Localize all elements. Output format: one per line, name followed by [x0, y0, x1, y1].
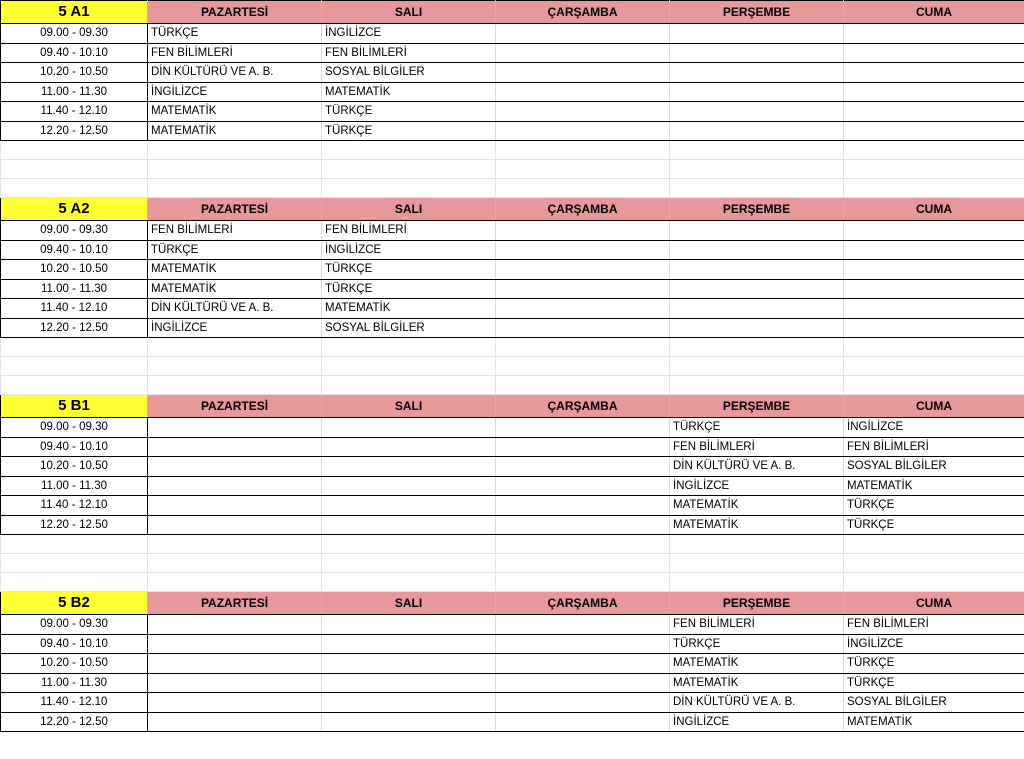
empty-cell[interactable] [322, 357, 496, 376]
time-slot-cell[interactable]: 11.00 - 11.30 [1, 476, 148, 496]
lesson-cell-persembe[interactable]: FEN BİLİMLERİ [670, 437, 844, 457]
lesson-cell-carsamba[interactable] [496, 673, 670, 693]
lesson-cell-pazartesi[interactable]: MATEMATİK [148, 279, 322, 299]
lesson-cell-sali[interactable]: TÜRKÇE [322, 260, 496, 280]
lesson-cell-carsamba[interactable] [496, 63, 670, 83]
empty-row [1, 554, 1024, 573]
table-row [1, 437, 1024, 457]
lesson-cell-pazartesi[interactable]: MATEMATİK [148, 102, 322, 122]
empty-cell[interactable] [1, 535, 148, 554]
empty-cell[interactable] [496, 141, 670, 160]
empty-cell[interactable] [1, 338, 148, 357]
class-header-row [1, 1, 1024, 24]
lesson-cell-persembe[interactable] [670, 221, 844, 241]
lesson-cell-sali[interactable]: MATEMATİK [322, 82, 496, 102]
lesson-cell-cuma[interactable]: MATEMATİK [844, 712, 1024, 732]
time-slot-cell[interactable]: 11.00 - 11.30 [1, 279, 148, 299]
lesson-cell-persembe[interactable] [670, 102, 844, 122]
lesson-cell-pazartesi[interactable] [148, 654, 322, 674]
empty-cell[interactable] [496, 535, 670, 554]
time-slot-cell[interactable]: 11.40 - 12.10 [1, 496, 148, 516]
lesson-cell-cuma[interactable] [844, 24, 1024, 44]
empty-cell[interactable] [844, 179, 1024, 198]
table-row [1, 496, 1024, 516]
lesson-cell-pazartesi[interactable] [148, 496, 322, 516]
day-header-cuma[interactable]: CUMA [844, 592, 1024, 615]
empty-cell[interactable] [844, 357, 1024, 376]
table-row [1, 712, 1024, 732]
empty-cell[interactable] [1, 573, 148, 592]
empty-cell[interactable] [670, 141, 844, 160]
day-header-carsamba[interactable]: ÇARŞAMBA [496, 1, 670, 24]
empty-cell[interactable] [496, 179, 670, 198]
lesson-cell-persembe[interactable] [670, 121, 844, 141]
lesson-cell-persembe[interactable] [670, 43, 844, 63]
empty-cell[interactable] [1, 179, 148, 198]
lesson-cell-pazartesi[interactable] [148, 693, 322, 713]
lesson-cell-pazartesi[interactable] [148, 673, 322, 693]
class-name-cell[interactable]: 5 B2 [1, 592, 148, 615]
lesson-cell-sali[interactable] [322, 634, 496, 654]
lesson-cell-sali[interactable]: TÜRKÇE [322, 102, 496, 122]
table-row [1, 476, 1024, 496]
empty-cell[interactable] [322, 141, 496, 160]
lesson-cell-sali[interactable] [322, 515, 496, 535]
lesson-cell-sali[interactable]: TÜRKÇE [322, 279, 496, 299]
empty-cell[interactable] [322, 573, 496, 592]
lesson-cell-carsamba[interactable] [496, 437, 670, 457]
time-slot-cell[interactable]: 12.20 - 12.50 [1, 318, 148, 338]
time-slot-cell[interactable]: 12.20 - 12.50 [1, 121, 148, 141]
lesson-cell-persembe[interactable] [670, 299, 844, 319]
lesson-cell-persembe[interactable] [670, 82, 844, 102]
day-header-cuma[interactable]: CUMA [844, 1, 1024, 24]
lesson-cell-sali[interactable]: İNGİLİZCE [322, 24, 496, 44]
lesson-cell-carsamba[interactable] [496, 615, 670, 635]
time-slot-cell[interactable]: 11.40 - 12.10 [1, 102, 148, 122]
lesson-cell-pazartesi[interactable]: İNGİLİZCE [148, 82, 322, 102]
day-header-persembe[interactable]: PERŞEMBE [670, 395, 844, 418]
time-slot-cell[interactable]: 09.40 - 10.10 [1, 240, 148, 260]
empty-cell[interactable] [670, 357, 844, 376]
time-slot-cell[interactable]: 09.00 - 09.30 [1, 221, 148, 241]
lesson-cell-sali[interactable] [322, 437, 496, 457]
empty-cell[interactable] [148, 338, 322, 357]
lesson-cell-persembe[interactable]: MATEMATİK [670, 515, 844, 535]
lesson-cell-pazartesi[interactable]: İNGİLİZCE [148, 318, 322, 338]
lesson-cell-carsamba[interactable] [496, 279, 670, 299]
empty-cell[interactable] [1, 376, 148, 395]
lesson-cell-persembe[interactable]: İNGİLİZCE [670, 712, 844, 732]
day-header-persembe[interactable]: PERŞEMBE [670, 1, 844, 24]
empty-row [1, 160, 1024, 179]
empty-cell[interactable] [322, 535, 496, 554]
lesson-cell-sali[interactable] [322, 476, 496, 496]
empty-cell[interactable] [322, 554, 496, 573]
lesson-cell-cuma[interactable]: TÜRKÇE [844, 654, 1024, 674]
lesson-cell-carsamba[interactable] [496, 102, 670, 122]
lesson-cell-cuma[interactable] [844, 63, 1024, 83]
time-slot-cell[interactable]: 10.20 - 10.50 [1, 654, 148, 674]
lesson-cell-cuma[interactable] [844, 43, 1024, 63]
lesson-cell-sali[interactable] [322, 615, 496, 635]
lesson-cell-carsamba[interactable] [496, 496, 670, 516]
table-row [1, 63, 1024, 83]
empty-cell[interactable] [148, 357, 322, 376]
lesson-cell-cuma[interactable]: FEN BİLİMLERİ [844, 437, 1024, 457]
empty-cell[interactable] [322, 376, 496, 395]
lesson-cell-pazartesi[interactable] [148, 615, 322, 635]
day-header-sali[interactable]: SALI [322, 395, 496, 418]
lesson-cell-persembe[interactable] [670, 318, 844, 338]
lesson-cell-cuma[interactable] [844, 102, 1024, 122]
lesson-cell-sali[interactable]: İNGİLİZCE [322, 240, 496, 260]
lesson-cell-carsamba[interactable] [496, 43, 670, 63]
empty-cell[interactable] [322, 179, 496, 198]
empty-cell[interactable] [322, 160, 496, 179]
day-header-pazartesi[interactable]: PAZARTESİ [148, 1, 322, 24]
table-row [1, 82, 1024, 102]
lesson-cell-persembe[interactable] [670, 240, 844, 260]
table-row [1, 673, 1024, 693]
lesson-cell-sali[interactable]: SOSYAL BİLGİLER [322, 63, 496, 83]
lesson-cell-carsamba[interactable] [496, 121, 670, 141]
empty-cell[interactable] [496, 357, 670, 376]
time-slot-cell[interactable]: 11.00 - 11.30 [1, 673, 148, 693]
empty-cell[interactable] [496, 376, 670, 395]
lesson-cell-cuma[interactable] [844, 240, 1024, 260]
lesson-cell-sali[interactable]: SOSYAL BİLGİLER [322, 318, 496, 338]
class-name-cell[interactable]: 5 B1 [1, 395, 148, 418]
lesson-cell-cuma[interactable]: TÜRKÇE [844, 496, 1024, 516]
empty-cell[interactable] [148, 554, 322, 573]
lesson-cell-cuma[interactable] [844, 318, 1024, 338]
time-slot-cell[interactable]: 10.20 - 10.50 [1, 457, 148, 477]
lesson-cell-pazartesi[interactable] [148, 476, 322, 496]
day-header-sali[interactable]: SALI [322, 1, 496, 24]
time-slot-cell[interactable]: 11.40 - 12.10 [1, 693, 148, 713]
lesson-cell-cuma[interactable]: SOSYAL BİLGİLER [844, 457, 1024, 477]
lesson-cell-carsamba[interactable] [496, 418, 670, 438]
day-header-carsamba[interactable]: ÇARŞAMBA [496, 395, 670, 418]
empty-cell[interactable] [670, 376, 844, 395]
empty-row [1, 141, 1024, 160]
lesson-cell-sali[interactable] [322, 712, 496, 732]
class-header-row [1, 395, 1024, 418]
day-header-persembe[interactable]: PERŞEMBE [670, 592, 844, 615]
lesson-cell-cuma[interactable] [844, 221, 1024, 241]
table-row [1, 654, 1024, 674]
time-slot-cell[interactable]: 11.00 - 11.30 [1, 82, 148, 102]
time-slot-cell[interactable]: 09.00 - 09.30 [1, 24, 148, 44]
empty-cell[interactable] [1, 357, 148, 376]
empty-cell[interactable] [148, 376, 322, 395]
table-row [1, 318, 1024, 338]
empty-row [1, 357, 1024, 376]
day-header-pazartesi[interactable]: PAZARTESİ [148, 592, 322, 615]
empty-row [1, 376, 1024, 395]
empty-row [1, 535, 1024, 554]
time-slot-cell[interactable]: 12.20 - 12.50 [1, 515, 148, 535]
time-slot-cell[interactable]: 10.20 - 10.50 [1, 63, 148, 83]
table-row [1, 693, 1024, 713]
lesson-cell-cuma[interactable]: FEN BİLİMLERİ [844, 615, 1024, 635]
lesson-cell-persembe[interactable]: FEN BİLİMLERİ [670, 615, 844, 635]
lesson-cell-carsamba[interactable] [496, 260, 670, 280]
lesson-cell-pazartesi[interactable]: MATEMATİK [148, 121, 322, 141]
lesson-cell-cuma[interactable] [844, 260, 1024, 280]
lesson-cell-persembe[interactable]: İNGİLİZCE [670, 476, 844, 496]
empty-cell[interactable] [1, 141, 148, 160]
empty-cell[interactable] [148, 179, 322, 198]
empty-cell[interactable] [148, 141, 322, 160]
lesson-cell-pazartesi[interactable] [148, 634, 322, 654]
table-row [1, 221, 1024, 241]
empty-cell[interactable] [1, 554, 148, 573]
lesson-cell-sali[interactable] [322, 457, 496, 477]
empty-cell[interactable] [670, 160, 844, 179]
lesson-cell-pazartesi[interactable] [148, 437, 322, 457]
lesson-cell-carsamba[interactable] [496, 712, 670, 732]
empty-cell[interactable] [148, 573, 322, 592]
time-slot-cell[interactable]: 09.40 - 10.10 [1, 634, 148, 654]
lesson-cell-carsamba[interactable] [496, 318, 670, 338]
lesson-cell-persembe[interactable] [670, 63, 844, 83]
lesson-cell-carsamba[interactable] [496, 221, 670, 241]
class-name-cell[interactable]: 5 A1 [1, 1, 148, 24]
lesson-cell-sali[interactable]: TÜRKÇE [322, 121, 496, 141]
day-header-pazartesi[interactable]: PAZARTESİ [148, 395, 322, 418]
empty-row [1, 338, 1024, 357]
lesson-cell-sali[interactable] [322, 496, 496, 516]
table-row [1, 615, 1024, 635]
lesson-cell-sali[interactable]: MATEMATİK [322, 299, 496, 319]
lesson-cell-persembe[interactable] [670, 24, 844, 44]
table-row [1, 240, 1024, 260]
table-row [1, 634, 1024, 654]
lesson-cell-persembe[interactable]: DİN KÜLTÜRÜ VE A. B. [670, 457, 844, 477]
empty-cell[interactable] [670, 179, 844, 198]
empty-cell[interactable] [496, 160, 670, 179]
empty-cell[interactable] [496, 573, 670, 592]
lesson-cell-carsamba[interactable] [496, 515, 670, 535]
time-slot-cell[interactable]: 09.00 - 09.30 [1, 418, 148, 438]
lesson-cell-pazartesi[interactable]: DİN KÜLTÜRÜ VE A. B. [148, 63, 322, 83]
class-name-cell[interactable]: 5 A2 [1, 198, 148, 221]
table-row [1, 515, 1024, 535]
lesson-cell-carsamba[interactable] [496, 299, 670, 319]
time-slot-cell[interactable]: 09.40 - 10.10 [1, 437, 148, 457]
empty-cell[interactable] [844, 160, 1024, 179]
empty-cell[interactable] [322, 338, 496, 357]
lesson-cell-cuma[interactable]: TÜRKÇE [844, 515, 1024, 535]
empty-cell[interactable] [844, 535, 1024, 554]
empty-cell[interactable] [496, 338, 670, 357]
day-header-cuma[interactable]: CUMA [844, 395, 1024, 418]
lesson-cell-pazartesi[interactable]: MATEMATİK [148, 260, 322, 280]
lesson-cell-cuma[interactable] [844, 82, 1024, 102]
lesson-cell-persembe[interactable]: TÜRKÇE [670, 634, 844, 654]
time-slot-cell[interactable]: 09.40 - 10.10 [1, 43, 148, 63]
time-slot-cell[interactable]: 11.40 - 12.10 [1, 299, 148, 319]
day-header-persembe[interactable]: PERŞEMBE [670, 198, 844, 221]
lesson-cell-persembe[interactable]: MATEMATİK [670, 496, 844, 516]
day-header-carsamba[interactable]: ÇARŞAMBA [496, 592, 670, 615]
day-header-pazartesi[interactable]: PAZARTESİ [148, 198, 322, 221]
lesson-cell-cuma[interactable] [844, 279, 1024, 299]
empty-cell[interactable] [148, 535, 322, 554]
table-row [1, 43, 1024, 63]
lesson-cell-pazartesi[interactable]: FEN BİLİMLERİ [148, 221, 322, 241]
lesson-cell-carsamba[interactable] [496, 693, 670, 713]
lesson-cell-cuma[interactable]: İNGİLİZCE [844, 418, 1024, 438]
table-row [1, 457, 1024, 477]
lesson-cell-pazartesi[interactable]: FEN BİLİMLERİ [148, 43, 322, 63]
table-row [1, 279, 1024, 299]
lesson-cell-pazartesi[interactable]: TÜRKÇE [148, 240, 322, 260]
lesson-cell-pazartesi[interactable]: DİN KÜLTÜRÜ VE A. B. [148, 299, 322, 319]
lesson-cell-pazartesi[interactable] [148, 515, 322, 535]
lesson-cell-carsamba[interactable] [496, 476, 670, 496]
lesson-cell-carsamba[interactable] [496, 82, 670, 102]
lesson-cell-sali[interactable]: FEN BİLİMLERİ [322, 43, 496, 63]
day-header-cuma[interactable]: CUMA [844, 198, 1024, 221]
class-header-row [1, 592, 1024, 615]
empty-cell[interactable] [670, 554, 844, 573]
empty-cell[interactable] [844, 554, 1024, 573]
day-header-sali[interactable]: SALI [322, 198, 496, 221]
empty-row [1, 179, 1024, 198]
lesson-cell-cuma[interactable] [844, 299, 1024, 319]
lesson-cell-sali[interactable] [322, 418, 496, 438]
lesson-cell-pazartesi[interactable]: TÜRKÇE [148, 24, 322, 44]
lesson-cell-pazartesi[interactable] [148, 457, 322, 477]
lesson-cell-sali[interactable] [322, 654, 496, 674]
lesson-cell-pazartesi[interactable] [148, 418, 322, 438]
empty-cell[interactable] [844, 141, 1024, 160]
day-header-carsamba[interactable]: ÇARŞAMBA [496, 198, 670, 221]
lesson-cell-persembe[interactable]: DİN KÜLTÜRÜ VE A. B. [670, 693, 844, 713]
lesson-cell-carsamba[interactable] [496, 240, 670, 260]
time-slot-cell[interactable]: 12.20 - 12.50 [1, 712, 148, 732]
table-row [1, 121, 1024, 141]
class-header-row [1, 198, 1024, 221]
lesson-cell-carsamba[interactable] [496, 634, 670, 654]
empty-cell[interactable] [670, 573, 844, 592]
lesson-cell-carsamba[interactable] [496, 654, 670, 674]
empty-cell[interactable] [148, 160, 322, 179]
lesson-cell-sali[interactable]: FEN BİLİMLERİ [322, 221, 496, 241]
empty-cell[interactable] [670, 535, 844, 554]
lesson-cell-persembe[interactable]: MATEMATİK [670, 654, 844, 674]
lesson-cell-persembe[interactable] [670, 279, 844, 299]
lesson-cell-cuma[interactable]: TÜRKÇE [844, 673, 1024, 693]
lesson-cell-cuma[interactable]: İNGİLİZCE [844, 634, 1024, 654]
table-row [1, 260, 1024, 280]
empty-cell[interactable] [844, 376, 1024, 395]
lesson-cell-sali[interactable] [322, 693, 496, 713]
empty-cell[interactable] [1, 160, 148, 179]
time-slot-cell[interactable]: 09.00 - 09.30 [1, 615, 148, 635]
lesson-cell-cuma[interactable]: SOSYAL BİLGİLER [844, 693, 1024, 713]
table-row [1, 24, 1024, 44]
table-row [1, 418, 1024, 438]
empty-cell[interactable] [844, 573, 1024, 592]
lesson-cell-persembe[interactable]: MATEMATİK [670, 673, 844, 693]
lesson-cell-sali[interactable] [322, 673, 496, 693]
table-row [1, 102, 1024, 122]
lesson-cell-cuma[interactable]: MATEMATİK [844, 476, 1024, 496]
table-row [1, 299, 1024, 319]
lesson-cell-pazartesi[interactable] [148, 712, 322, 732]
empty-cell[interactable] [844, 338, 1024, 357]
lesson-cell-persembe[interactable]: TÜRKÇE [670, 418, 844, 438]
day-header-sali[interactable]: SALI [322, 592, 496, 615]
empty-cell[interactable] [670, 338, 844, 357]
empty-row [1, 573, 1024, 592]
lesson-cell-carsamba[interactable] [496, 457, 670, 477]
time-slot-cell[interactable]: 10.20 - 10.50 [1, 260, 148, 280]
lesson-cell-cuma[interactable] [844, 121, 1024, 141]
lesson-cell-carsamba[interactable] [496, 24, 670, 44]
empty-cell[interactable] [496, 554, 670, 573]
lesson-cell-persembe[interactable] [670, 260, 844, 280]
